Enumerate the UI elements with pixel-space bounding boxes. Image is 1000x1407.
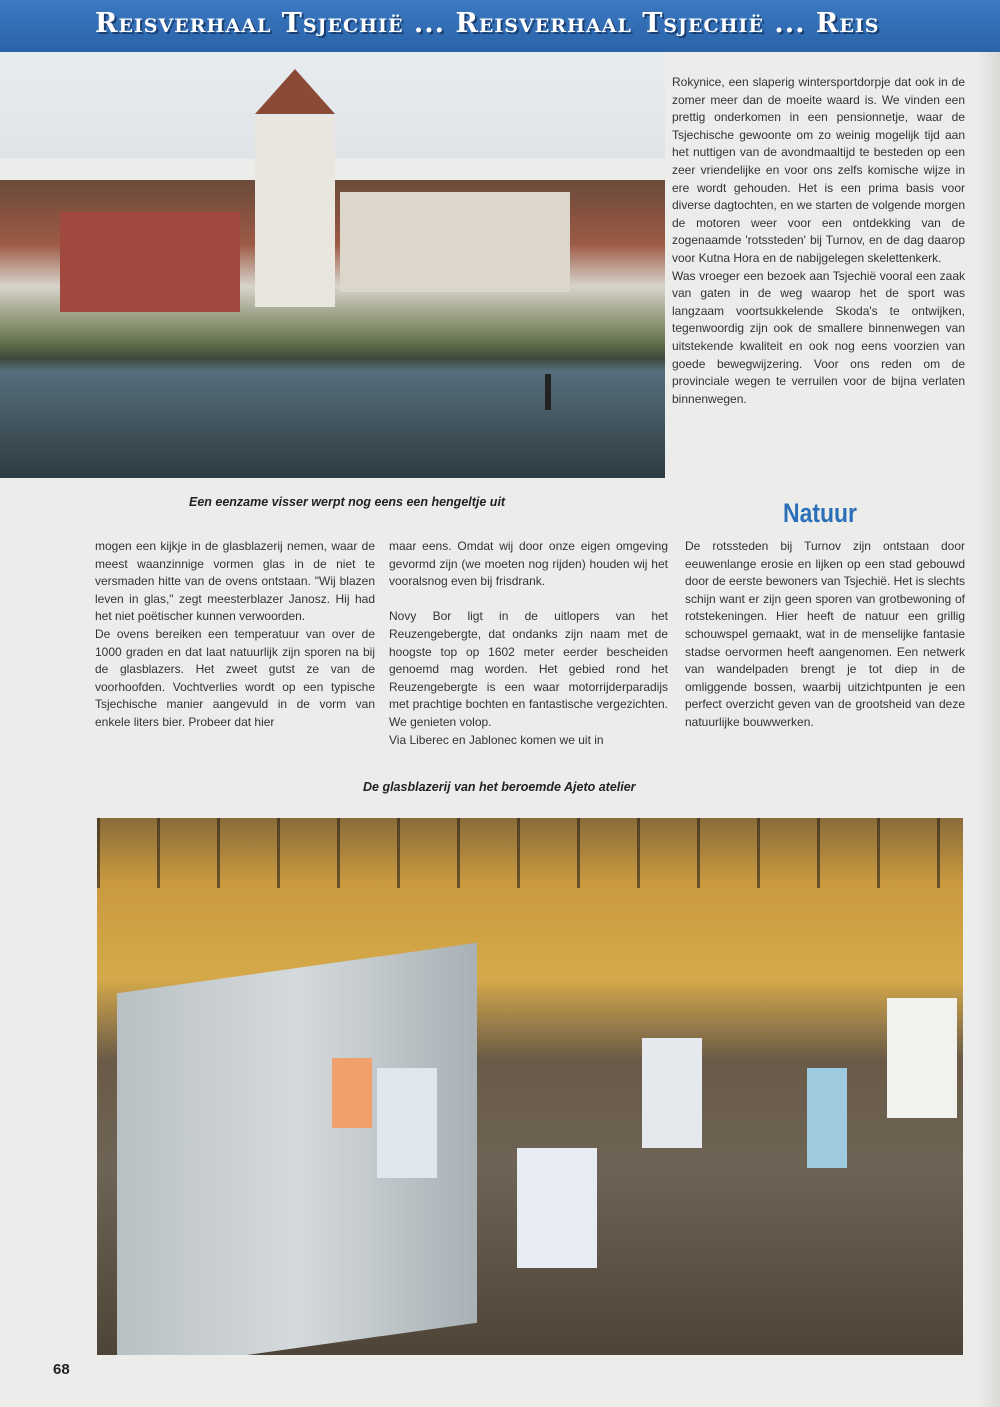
paragraph: mogen een kijkje in de glasblazerij nemen, waar de meest waanzinnige vormen glas in de niet te versmaden hitte van de ovens ontstaan. "Wij blazen leven in glas," zegt meesterblazer Janosz. Hij had het niet poëtischer kunnen verwoorden. [95, 539, 375, 624]
photo-caption-fisherman: Een eenzame visser werpt nog eens een hengeltje uit [189, 495, 506, 509]
running-header [0, 0, 1000, 52]
paragraph: Rokynice, een slaperig wintersportdorpje dat ook in de zomer meer dan de moeite waard is. We vinden een prettig onderkomen in een pensionnetje, waar de Tsjechische gewoonte om zo weinig mogelijk tijd aan het nuttigen van de avondmaaltijd te besteden op een zeer vriendelijke en voor ons zelfs komische wijze in ere wordt gehouden. Het is een prima basis voor diverse dagtochten, en we starten de volgende morgen de motoren weer voor een ontdekking van de zogenaamde 'rotssteden' bij Turnov, en de dag daarop voor Kutna Hora en de nabijgelegen skelettenkerk. [672, 75, 965, 265]
photo-houses [340, 192, 570, 292]
column-1-text [95, 538, 375, 732]
paragraph: maar eens. Omdat wij door onze eigen omgeving gevormd zijn (we moeten nog rijden) houden wij het vooralsnog even bij frisdrank. [389, 539, 668, 589]
photo-tower [255, 117, 335, 307]
photo-worker [517, 1148, 597, 1268]
page-edge-shadow [978, 52, 1000, 1407]
photo-worker [642, 1038, 702, 1148]
photo-fisherman [545, 374, 551, 410]
running-title: Reisverhaal Tsjechië ... Reisverhaal Tsjechië ... Reis [95, 8, 880, 39]
photo-whiteboard [887, 998, 957, 1118]
page-number: 68 [53, 1361, 70, 1378]
photo-river-town-fisherman [0, 52, 665, 478]
paragraph: De ovens bereiken een temperatuur van over de 1000 graden en dat laat natuurlijk zijn sporen na bij de glasblazers. Het zweet gutst ze van de voorhoofden. Vochtverlies wordt op een typische Tsjechische manier aangevuld in de vorm van enkele liters bier. Probeer dat hier [95, 626, 375, 729]
paragraph: De rotssteden bij Turnov zijn ontstaan door eeuwenlange erosie en lijken op een stad gebouwd door de eerste bewoners van Tsjechië. Het is slechts schijn want er zijn geen sporen van grotbewoning of rotstekeningen. Hier heeft de natuur een grillig schouwspel gemaakt, wat in de menselijke fantasie stadse oervormen heeft aangenomen. Een netwerk van wandelpaden brengt je tot diep in de omliggende bossen, waarbij uitzichtpunten je een perfect overzicht geven van de grootsheid van deze natuurlijke bouwwerken. [685, 539, 965, 729]
photo-worker [807, 1068, 847, 1168]
column-3-text [685, 538, 965, 732]
photo-balcony-railing [97, 818, 963, 888]
column-2-text [389, 538, 668, 749]
photo-red-house [60, 212, 240, 312]
photo-glassblowing-workshop [97, 818, 963, 1355]
photo-tower-roof [255, 69, 335, 114]
paragraph: Via Liberec en Jablonec komen we uit in [389, 732, 604, 747]
right-column-text [672, 74, 965, 408]
section-heading-natuur: Natuur [783, 498, 857, 528]
paragraph: Was vroeger een bezoek aan Tsjechië vooral een zaak van gaten in de weg waarop het de sport was langzaam voortsukkelende Skoda's te ontwijken, tegenwoordig zijn ook de smallere binnenwegen van uitstekende kwaliteit en ook nog eens voorzien van goede bewegwijzering. Voor ons reden om de provinciale wegen te verruilen voor de bijna verlaten binnenwegen. [672, 268, 965, 406]
photo-furnace-glow [332, 1058, 372, 1128]
photo-worker [377, 1068, 437, 1178]
photo-caption-glassworks: De glasblazerij van het beroemde Ajeto atelier [363, 780, 636, 794]
paragraph: Novy Bor ligt in de uitlopers van het Reuzengebergte, dat ondanks zijn naam met de hoogste top op 1602 meter eerder bescheiden genoemd mag worden. Het gebied rond het Reuzengebergte is een waar motorrijderparadijs met prachtige bochten en fantastische vergezichten. We genieten volop. [389, 609, 668, 729]
